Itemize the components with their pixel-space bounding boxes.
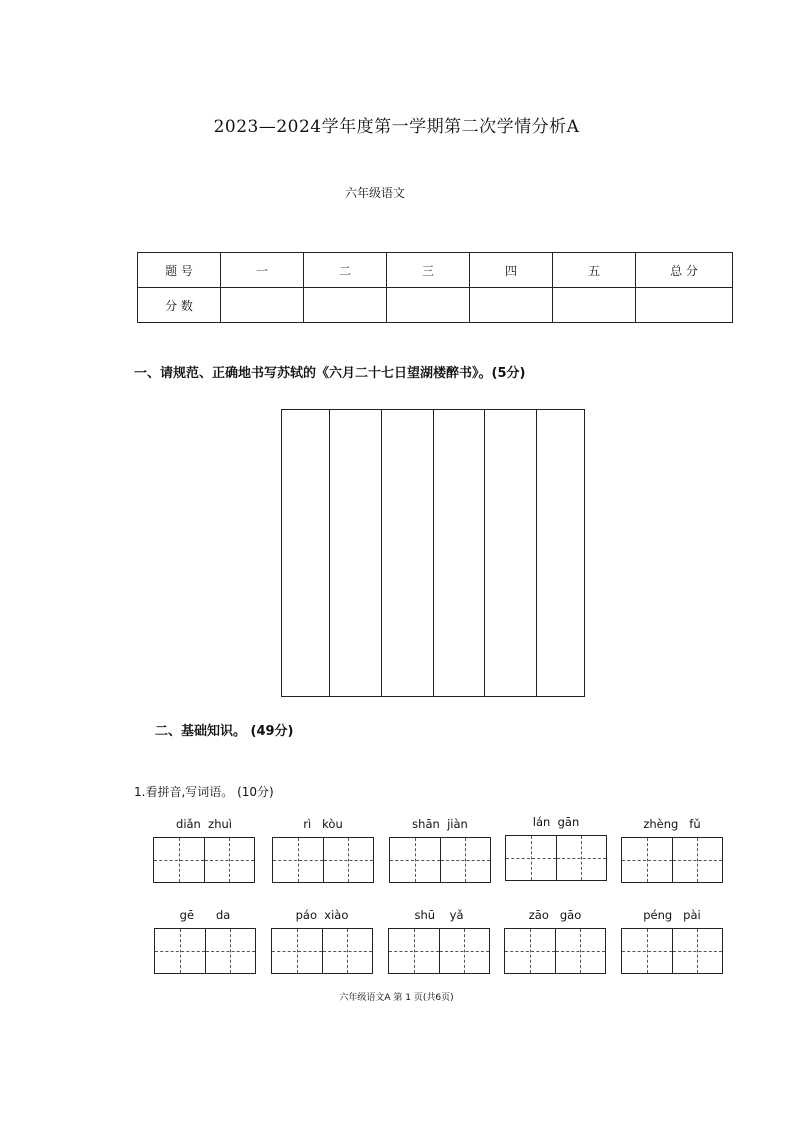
subject-subtitle: 六年级语文 bbox=[344, 186, 405, 200]
character-boxes[interactable] bbox=[504, 928, 606, 974]
character-boxes[interactable] bbox=[389, 837, 491, 883]
character-boxes[interactable] bbox=[271, 928, 373, 974]
score-table-score-row bbox=[138, 288, 733, 323]
pinyin-item bbox=[154, 906, 256, 974]
writing-column[interactable] bbox=[434, 410, 485, 696]
pinyin-item bbox=[505, 813, 607, 881]
section2-heading: 二、基础知识。 (49分) bbox=[155, 724, 294, 739]
section1-heading: 一、请规范、正确地书写苏轼的《六月二十七日望湖楼醉书》。(5分) bbox=[134, 366, 526, 381]
pinyin-label: gē da bbox=[179, 908, 231, 922]
character-boxes[interactable] bbox=[154, 928, 256, 974]
character-boxes[interactable] bbox=[621, 837, 723, 883]
score-header-cell: 四 bbox=[470, 253, 553, 288]
score-header-cell: 二 bbox=[304, 253, 387, 288]
pinyin-label: zhèng fǔ bbox=[643, 817, 701, 831]
character-boxes[interactable] bbox=[388, 928, 490, 974]
writing-grid[interactable] bbox=[281, 409, 585, 697]
writing-column[interactable] bbox=[282, 410, 330, 696]
pinyin-label: lán gān bbox=[532, 815, 580, 829]
score-input-cell[interactable] bbox=[387, 288, 470, 323]
page-title: 2023—2024学年度第一学期第二次学情分析A bbox=[213, 117, 580, 137]
score-input-cell[interactable] bbox=[553, 288, 636, 323]
writing-column[interactable] bbox=[485, 410, 537, 696]
score-table-header-row bbox=[138, 253, 733, 288]
pinyin-item bbox=[271, 906, 373, 974]
writing-column[interactable] bbox=[382, 410, 434, 696]
pinyin-label: péng pài bbox=[643, 908, 701, 922]
score-header-cell: 题 号 bbox=[138, 253, 221, 288]
writing-column[interactable] bbox=[330, 410, 382, 696]
writing-column[interactable] bbox=[537, 410, 584, 696]
score-header-cell: 总 分 bbox=[636, 253, 733, 288]
pinyin-label: páo xiào bbox=[295, 908, 349, 922]
question1-label: 1.看拼音,写词语。 (10分) bbox=[134, 785, 274, 799]
character-boxes[interactable] bbox=[505, 835, 607, 881]
pinyin-label: rì kòu bbox=[303, 817, 343, 831]
pinyin-item bbox=[388, 906, 490, 974]
score-input-cell[interactable] bbox=[221, 288, 304, 323]
character-boxes[interactable] bbox=[621, 928, 723, 974]
score-input-cell[interactable] bbox=[470, 288, 553, 323]
score-header-cell: 三 bbox=[387, 253, 470, 288]
pinyin-item bbox=[621, 906, 723, 974]
score-header-cell: 一 bbox=[221, 253, 304, 288]
pinyin-item bbox=[153, 815, 255, 883]
score-header-cell: 五 bbox=[553, 253, 636, 288]
pinyin-label: shū yǎ bbox=[414, 908, 464, 922]
score-input-cell[interactable] bbox=[304, 288, 387, 323]
character-boxes[interactable] bbox=[272, 837, 374, 883]
score-table bbox=[137, 252, 733, 323]
pinyin-label: zāo gāo bbox=[528, 908, 582, 922]
page-footer: 六年级语文A 第 1 页(共6页) bbox=[339, 993, 454, 1003]
pinyin-item bbox=[504, 906, 606, 974]
score-input-cell[interactable] bbox=[636, 288, 733, 323]
pinyin-item bbox=[272, 815, 374, 883]
pinyin-item bbox=[389, 815, 491, 883]
pinyin-label: diǎn zhuì bbox=[176, 817, 232, 831]
pinyin-item bbox=[621, 815, 723, 883]
pinyin-label: shān jiàn bbox=[412, 817, 468, 831]
character-boxes[interactable] bbox=[153, 837, 255, 883]
score-row-label: 分 数 bbox=[138, 288, 221, 323]
